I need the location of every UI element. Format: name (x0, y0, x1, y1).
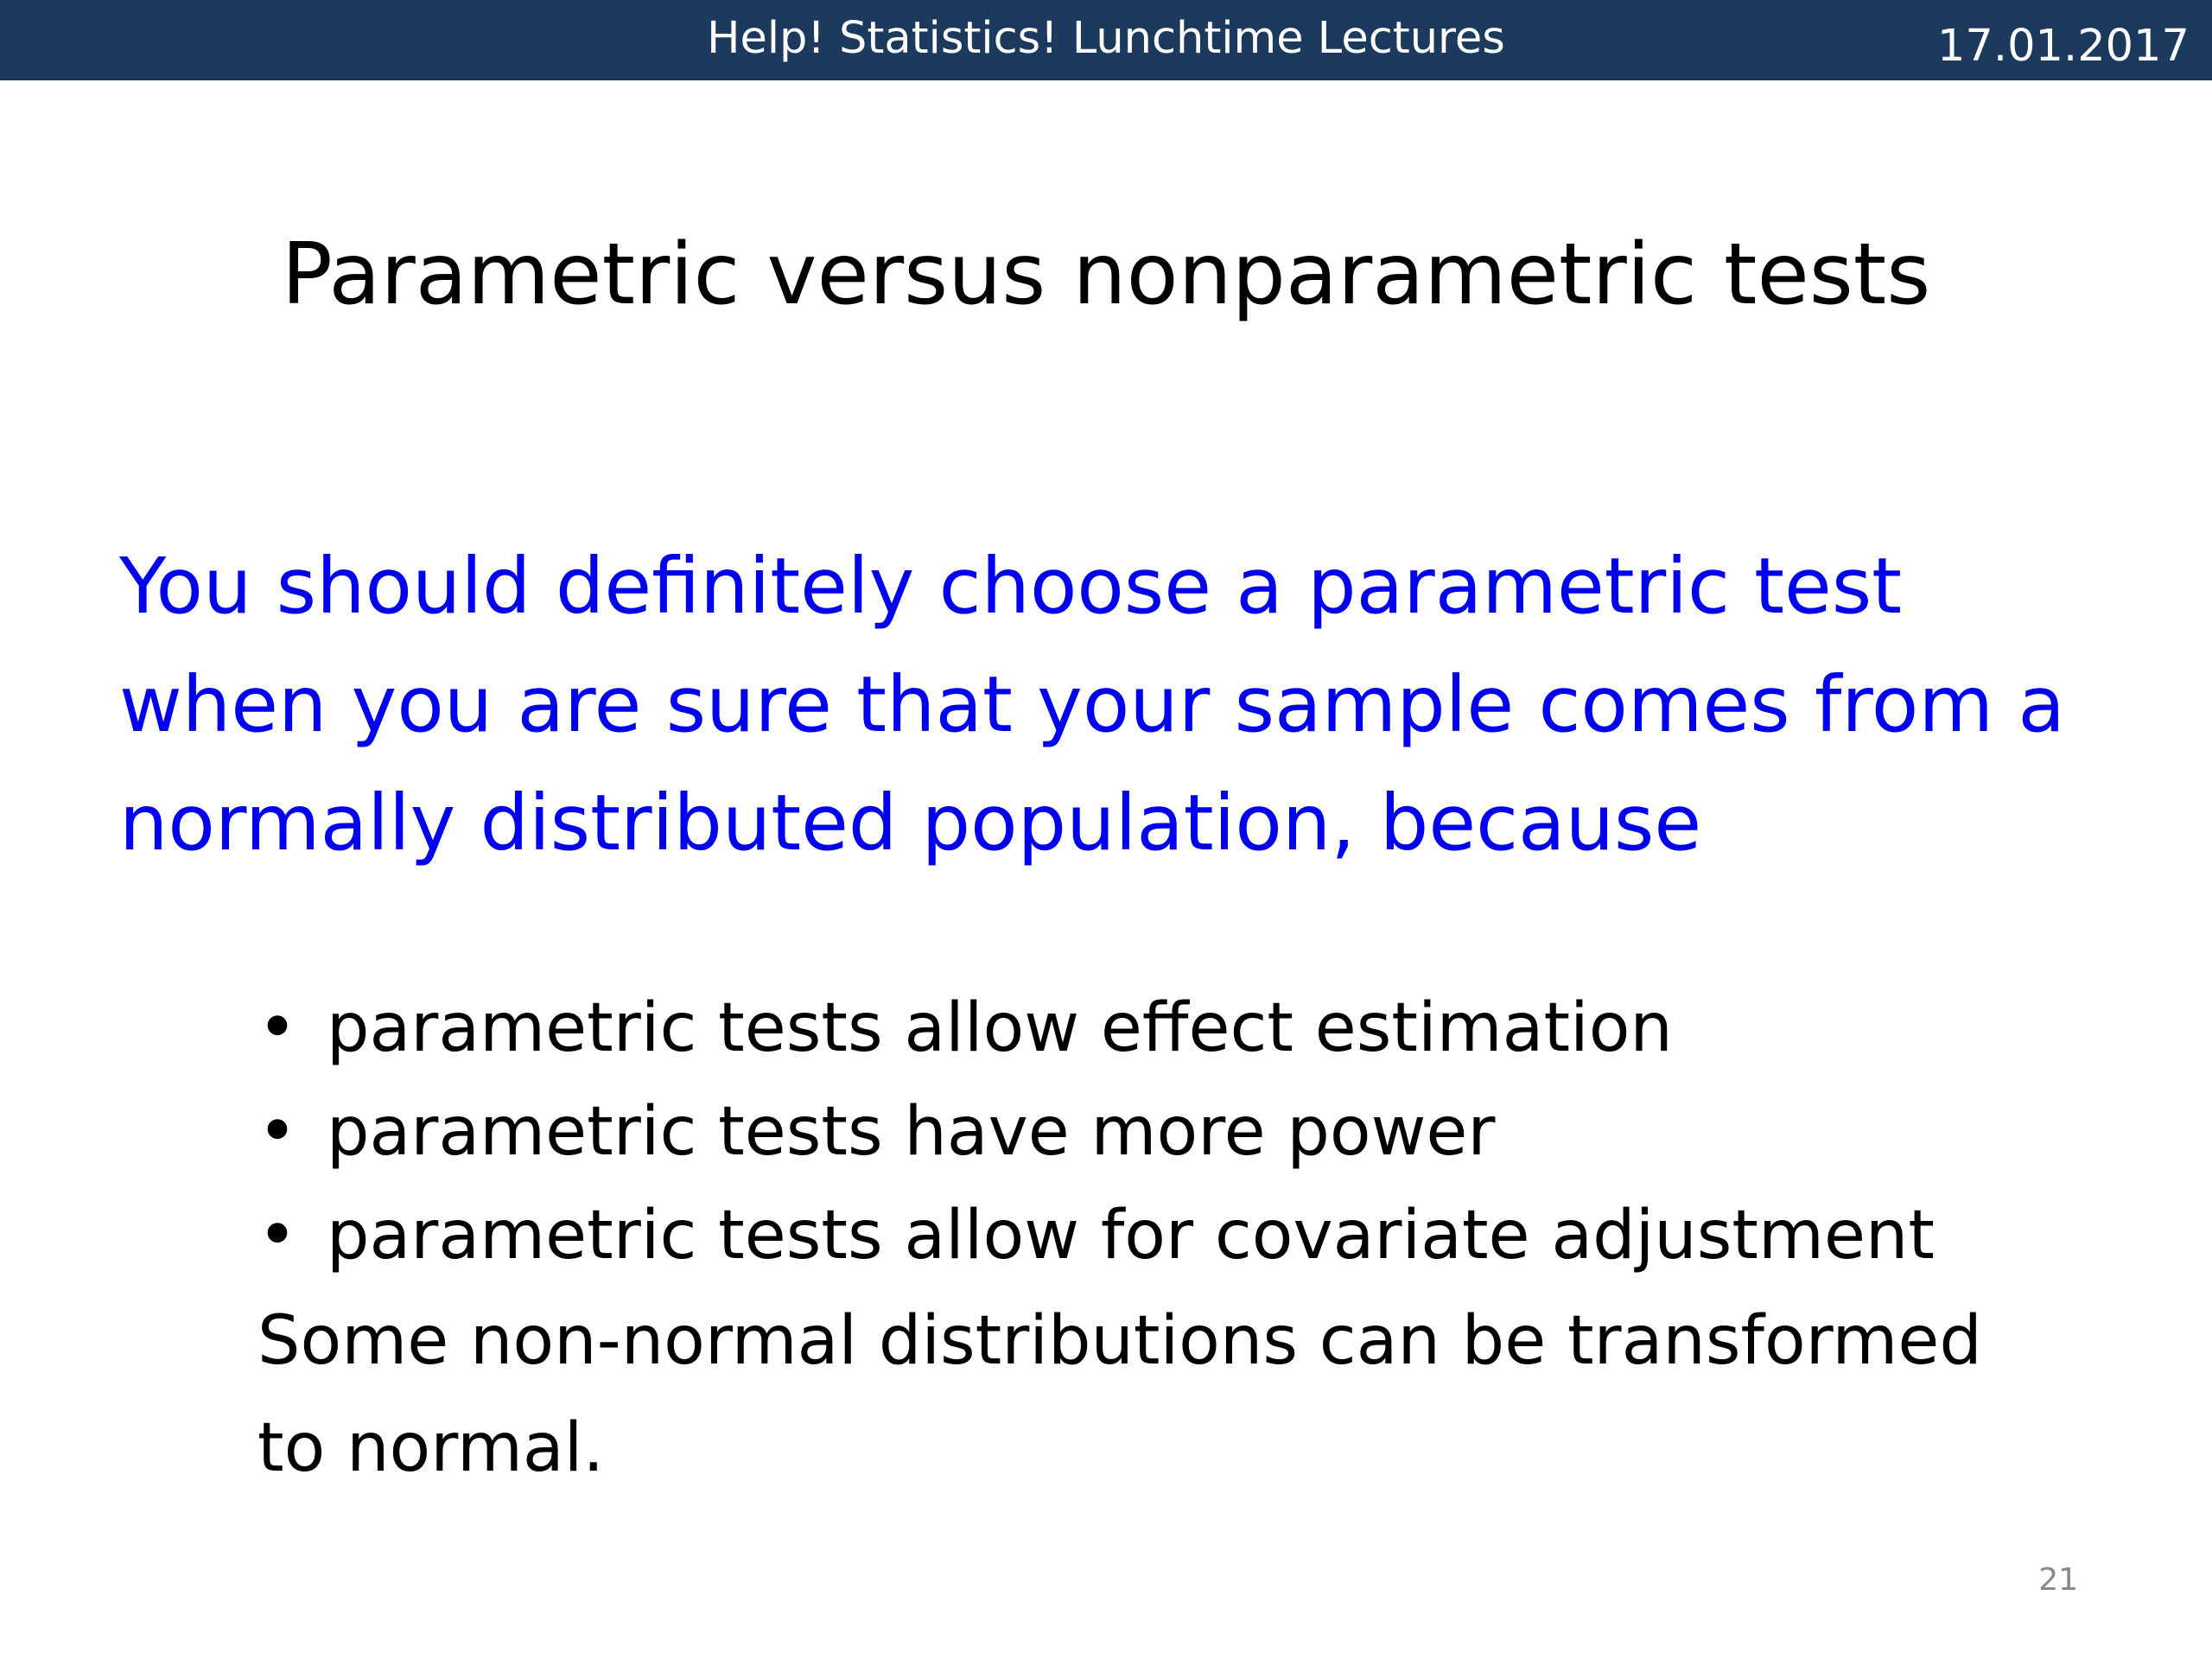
slide-title: Parametric versus nonparametric tests (281, 226, 1931, 324)
bullet-icon: • (257, 989, 298, 1067)
bullet-text: parametric tests allow for covariate adjustment (327, 1197, 1935, 1274)
header-date: 17.01.2017 (1936, 21, 2190, 72)
lead-line: normally distributed population, because (119, 778, 1702, 868)
closing-line: Some non-normal distributions can be transformed (257, 1302, 1982, 1380)
bullet-text: parametric tests allow effect estimation (327, 989, 1673, 1067)
lead-line: when you are sure that your sample comes from a (119, 659, 2065, 749)
lead-paragraph (119, 527, 2193, 882)
bullet-item (257, 1080, 2158, 1184)
bullet-icon: • (257, 1093, 298, 1171)
page-number: 21 (2038, 1562, 2078, 1598)
bullet-item (257, 976, 2158, 1080)
closing-paragraph (257, 1287, 2158, 1502)
closing-line: to normal. (257, 1409, 605, 1487)
lead-line: You should definitely choose a parametric test (119, 541, 1903, 631)
bullet-item (257, 1184, 2158, 1287)
header-title: Help! Statistics! Lunchtime Lectures (707, 13, 1505, 64)
bullet-text: parametric tests have more power (327, 1093, 1496, 1171)
bullet-icon: • (257, 1197, 298, 1274)
bullet-list (257, 976, 2158, 1287)
